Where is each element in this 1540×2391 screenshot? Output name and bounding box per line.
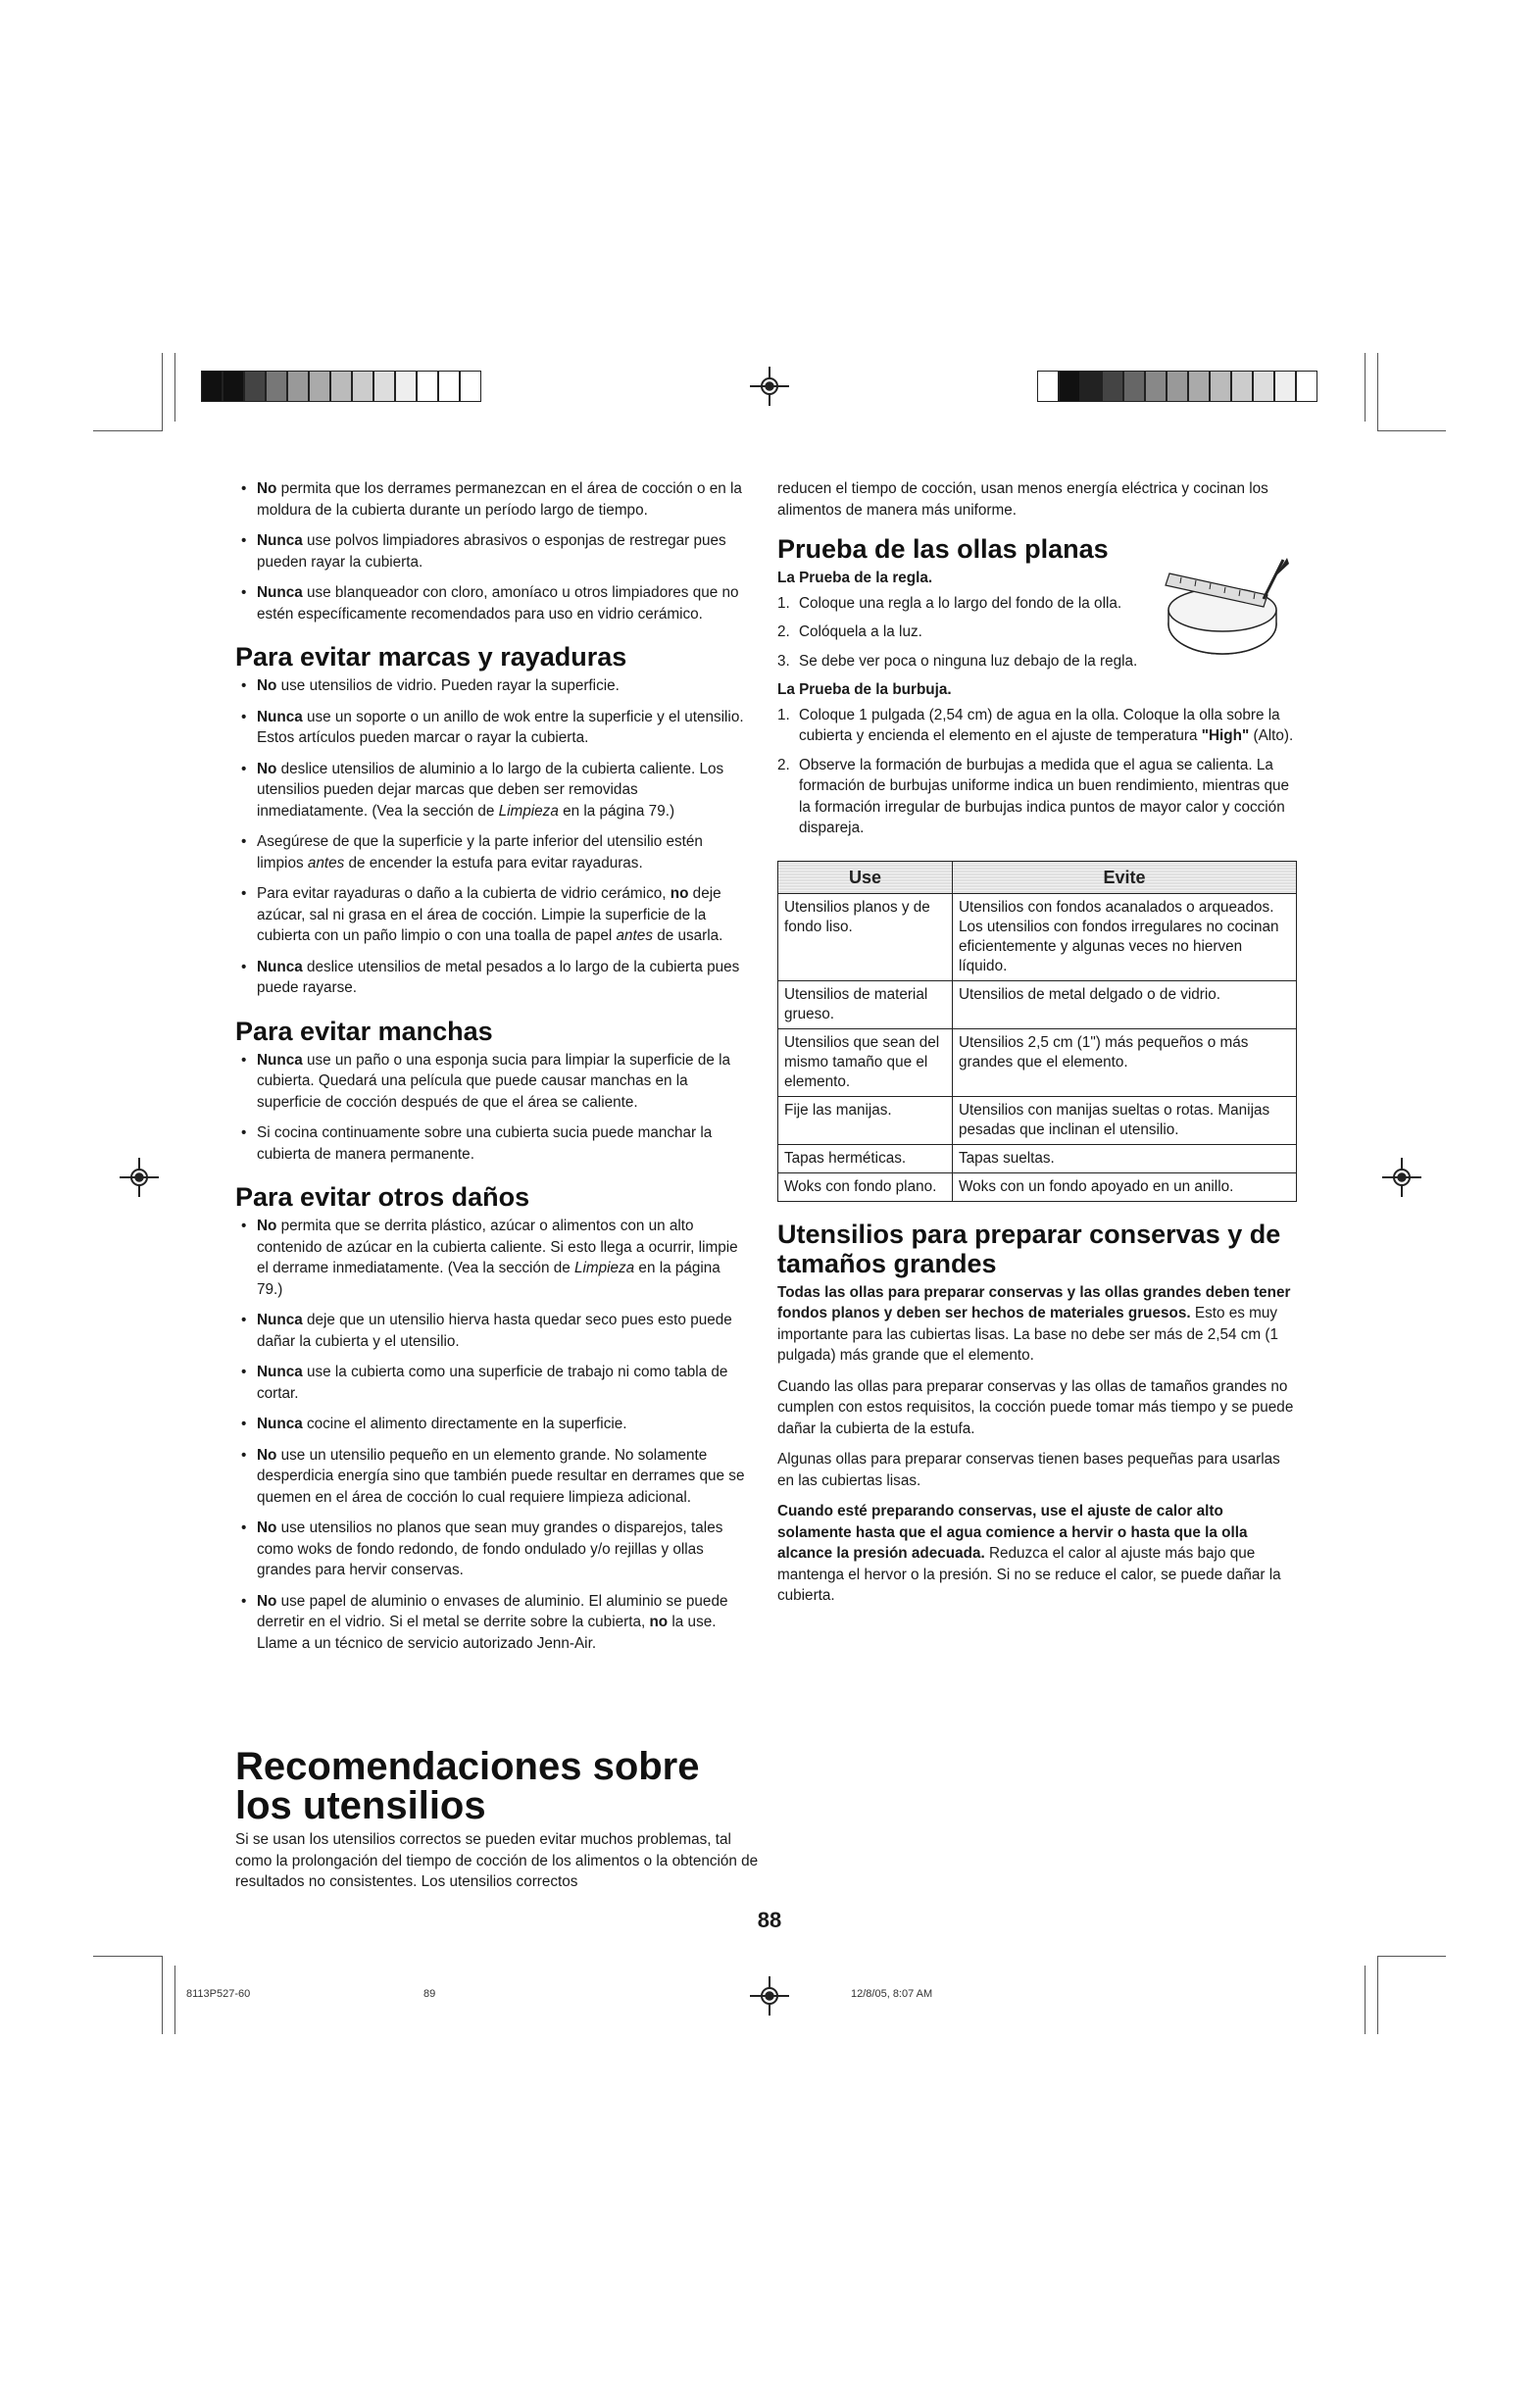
table-cell: Utensilios con fondos acanalados o arqueados. Los utensilios con fondos irregulares no cocinan eficientemente y algunas veces no hierven líquido.: [953, 893, 1297, 980]
conservas-paragraph: Cuando las ollas para preparar conservas y las ollas de tamaños grandes no cumplen con estos requisitos, la cocción puede tomar más tiempo y se puede dañar la cubierta de la estufa.: [777, 1377, 1294, 1437]
registration-crosshair-bottom: [750, 1976, 789, 2016]
list-item: 3. Se debe ver poca o ninguna luz debajo de la regla.: [777, 652, 1138, 670]
table-row: [778, 1028, 1297, 1096]
intro-bullets: [235, 478, 750, 624]
crop-mark: [1377, 1956, 1446, 1957]
page-number: 88: [757, 1908, 782, 1932]
left-column: [235, 478, 750, 1664]
registration-crosshair-top: [750, 367, 789, 406]
table-header-use: Use: [778, 861, 953, 893]
regla-steps: [777, 593, 1297, 672]
table-row: [778, 1172, 1297, 1201]
list-item: 2. Colóquela a la luz.: [777, 623, 922, 640]
registration-crosshair-left: [120, 1158, 159, 1197]
footer-date: 12/8/05, 8:07 AM: [851, 1988, 933, 2000]
section-heading-conservas: Utensilios para preparar conservas y de tamaños grandes: [777, 1219, 1281, 1278]
registration-color-bar-right: [1037, 371, 1317, 402]
table-cell: Utensilios de material grueso.: [778, 980, 953, 1028]
manchas-bullets: [235, 1050, 750, 1166]
list-item: • Para evitar rayaduras o daño a la cubierta de vidrio cerámico, no deje azúcar, sal ni grasa en el área de cocción. Limpie la superficie de la cubierta con un paño limpio o con una toalla de papel antes de usarla.: [235, 883, 750, 947]
list-item: • No permita que se derrita plástico, azúcar o alimentos con un alto contenido de azúcar en la cubierta caliente. Si esto llega a ocurrir, limpie el derrame inmediatamente. (Vea la sección de Limpieza en la página 79.): [235, 1216, 750, 1300]
registration-color-bar-left: [201, 371, 481, 402]
table-cell: Tapas herméticas.: [778, 1144, 953, 1172]
list-item: • Nunca use un paño o una esponja sucia para limpiar la superficie de la cubierta. Quedará una película que puede causar manchas en la superficie de cocción después de que el área se caliente.: [235, 1050, 750, 1114]
crop-mark: [174, 1966, 175, 2034]
list-item: 1. Coloque una regla a lo largo del fondo de la olla.: [777, 594, 1122, 612]
table-cell: Woks con fondo plano.: [778, 1172, 953, 1201]
burbuja-title: La Prueba de la burbuja.: [777, 681, 952, 698]
list-item: • Nunca use la cubierta como una superficie de trabajo ni como tabla de cortar.: [235, 1362, 750, 1404]
list-item: • Nunca use blanqueador con cloro, amoníaco u otros limpiadores que no estén específicamente recomendados para uso en vidrio cerámico.: [235, 582, 750, 624]
crop-mark: [174, 353, 175, 422]
table-row: [778, 1144, 1297, 1172]
section-heading-prueba: Prueba de las ollas planas: [777, 534, 1109, 564]
list-item: 1. Coloque 1 pulgada (2,54 cm) de agua en la olla. Coloque la olla sobre la cubierta y encienda el elemento en el ajuste de temperatura "High" (Alto).: [777, 706, 1294, 744]
table-cell: Fije las manijas.: [778, 1096, 953, 1144]
list-item: • Nunca use un soporte o un anillo de wok entre la superficie y el utensilio. Estos artículos pueden marcar o rayar la cubierta.: [235, 707, 750, 749]
list-item: • Nunca use polvos limpiadores abrasivos o esponjas de restregar pues pueden rayar la cubierta.: [235, 530, 750, 573]
continuation-paragraph: reducen el tiempo de cocción, usan menos energía eléctrica y cocinan los alimentos de manera más uniforme.: [777, 480, 1268, 519]
list-item: 2. Observe la formación de burbujas a medida que el agua se calienta. La formación de burbujas uniforme indica un buen rendimiento, mientras que la formación irregular de burbujas indica puntos de mayor calor y cocción dispareja.: [777, 756, 1289, 836]
table-row: [778, 893, 1297, 980]
list-item: • Nunca deslice utensilios de metal pesados a lo largo de la cubierta pues puede rayarse.: [235, 957, 750, 999]
burbuja-steps: [777, 705, 1297, 839]
regla-title: La Prueba de la regla.: [777, 570, 933, 586]
section-heading-marcas: Para evitar marcas y rayaduras: [235, 642, 627, 672]
crop-mark: [1377, 353, 1378, 431]
list-item: • No use papel de aluminio o envases de aluminio. El aluminio se puede derretir en el vidrio. Si el metal se derrite sobre la cubierta, no la use. Llame a un técnico de servicio autorizado Jenn-Air.: [235, 1591, 750, 1655]
table-cell: Utensilios planos y de fondo liso.: [778, 893, 953, 980]
conservas-paragraph: Cuando esté preparando conservas, use el ajuste de calor alto solamente hasta que el agua comience a hervir o hasta que la olla alcance la presión adecuada. Reduzca el calor al ajuste más bajo que mantenga el hervor o la presión. Si no se reduce el calor, se puede dañar la cubierta.: [777, 1503, 1281, 1604]
list-item: • Si cocina continuamente sobre una cubierta sucia puede manchar la cubierta de manera permanente.: [235, 1122, 750, 1165]
recomendaciones-section: [235, 1747, 770, 1893]
section-heading-manchas: Para evitar manchas: [235, 1016, 493, 1046]
table-cell: Tapas sueltas.: [953, 1144, 1297, 1172]
crop-mark: [1365, 353, 1366, 422]
page-title: Recomendaciones sobre los utensilios: [235, 1745, 700, 1827]
table-row: [778, 980, 1297, 1028]
right-column: [777, 478, 1297, 1617]
list-item: • Nunca cocine el alimento directamente en la superficie.: [235, 1414, 750, 1435]
list-item: • No permita que los derrames permanezcan en el área de cocción o en la moldura de la cubierta durante un período largo de tiempo.: [235, 478, 750, 521]
crop-mark: [93, 1956, 162, 1957]
conservas-paragraph: Algunas ollas para preparar conservas tienen bases pequeñas para usarlas en las cubiertas lisas.: [777, 1451, 1280, 1489]
list-item: • No deslice utensilios de aluminio a lo largo de la cubierta caliente. Los utensilios pueden dejar marcas que deben ser removidas inmediatamente. (Vea la sección de Limpieza en la página 79.): [235, 759, 750, 822]
table-cell: Woks con un fondo apoyado en un anillo.: [953, 1172, 1297, 1201]
crop-mark: [1377, 430, 1446, 431]
table-row: [778, 1096, 1297, 1144]
conservas-paragraph: Todas las ollas para preparar conservas y las ollas grandes deben tener fondos planos y deben ser hechos de materiales gruesos. Esto es muy importante para las cubiertas lisas. La base no debe ser más de 2,54 cm (1 pulgada) más grande que el elemento.: [777, 1283, 1291, 1364]
table-cell: Utensilios que sean del mismo tamaño que el elemento.: [778, 1028, 953, 1096]
danos-bullets: [235, 1216, 750, 1654]
crop-mark: [1377, 1956, 1378, 2034]
list-item: • No use utensilios no planos que sean muy grandes o disparejos, tales como woks de fondo redondo, de fondo ondulado y/o rejillas y ollas grandes para hervir conservas.: [235, 1518, 750, 1581]
list-item: • Asegúrese de que la superficie y la parte inferior del utensilio estén limpios antes de encender la estufa para evitar rayaduras.: [235, 831, 750, 873]
footer-page: 89: [423, 1988, 436, 2000]
table-cell: Utensilios con manijas sueltas o rotas. Manijas pesadas que inclinan el utensilio.: [953, 1096, 1297, 1144]
recomendaciones-body: Si se usan los utensilios correctos se pueden evitar muchos problemas, tal como la prolongación del tiempo de cocción de los alimentos o la obtención de resultados no consistentes. Los utensilios correctos: [235, 1831, 759, 1890]
list-item: • Nunca deje que un utensilio hierva hasta quedar seco pues esto puede dañar la cubierta y el utensilio.: [235, 1310, 750, 1352]
list-item: • No use utensilios de vidrio. Pueden rayar la superficie.: [235, 675, 750, 697]
section-heading-danos: Para evitar otros daños: [235, 1182, 530, 1212]
footer-code: 8113P527-60: [186, 1988, 251, 2000]
marcas-bullets: [235, 675, 750, 999]
table-cell: Utensilios 2,5 cm (1") más pequeños o más grandes que el elemento.: [953, 1028, 1297, 1096]
table-header-evite: Evite: [953, 861, 1297, 893]
crop-mark: [162, 353, 163, 431]
crop-mark: [1365, 1966, 1366, 2034]
cookware-table: [777, 861, 1297, 1202]
list-item: • No use un utensilio pequeño en un elemento grande. No solamente desperdicia energía sino que también puede resultar en derrames que se quemen en el área de cocción lo cual requiere limpieza adicional.: [235, 1445, 750, 1509]
registration-crosshair-right: [1382, 1158, 1421, 1197]
crop-mark: [162, 1956, 163, 2034]
table-cell: Utensilios de metal delgado o de vidrio.: [953, 980, 1297, 1028]
crop-mark: [93, 430, 162, 431]
